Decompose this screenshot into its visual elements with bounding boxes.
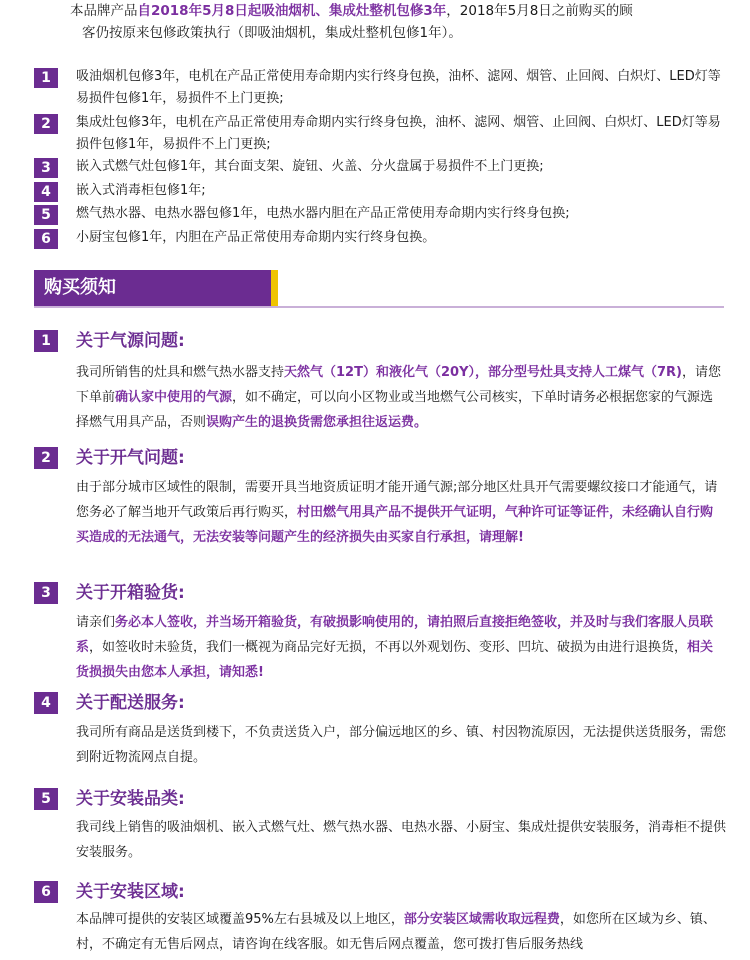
notice-number-badge: 3 xyxy=(34,582,58,604)
intro-text-a: 本品牌产品 xyxy=(70,3,138,19)
intro-highlight: 自2018年5月8日起吸油烟机、集成灶整机包修3年 xyxy=(137,3,447,19)
notice-body xyxy=(76,907,726,957)
notice-text: 我司所销售的灶具和燃气热水器支持 xyxy=(76,365,285,380)
notice-text: 我司线上销售的吸油烟机、嵌入式燃气灶、燃气热水器、电热水器、小厨宝、集成灶提供安装服务，消毒柜不提供安装服务。 xyxy=(76,820,727,860)
policy-item xyxy=(34,180,724,202)
policy-text: 小厨宝包修1年，内胆在产品正常使用寿命期内实行终身包换。 xyxy=(76,230,436,245)
notice-title: 关于开气问题: xyxy=(76,448,185,468)
section-title: 购买须知 xyxy=(44,277,116,298)
notice-highlight: 村田燃气用具产品不提供开气证明，气种许可证等证件，未经确认自行购买造成的无法通气，无法安装等问题产生的经济损失由买家自行承担，请理解! xyxy=(76,505,714,545)
notice-highlight: 务必本人签收，并当场开箱验货，有破损影响使用的，请拍照后直接拒绝签收，并及时与我们客服人员联系 xyxy=(76,615,714,655)
notice-text: ，请您下单前 xyxy=(76,365,721,405)
notice-title: 关于开箱验货: xyxy=(76,583,185,603)
intro-line-2: 客仍按原来包修政策执行（即吸油烟机，集成灶整机包修1年）。 xyxy=(82,25,462,41)
intro-line-1 xyxy=(70,0,720,22)
policy-item xyxy=(34,227,724,249)
notice-highlight: 相关货损损失由您本人承担，请知悉! xyxy=(76,640,714,680)
notice-body xyxy=(76,815,726,865)
policy-number-badge: 4 xyxy=(34,182,58,202)
notice-title: 关于安装品类: xyxy=(76,789,185,809)
policy-number-badge: 5 xyxy=(34,205,58,225)
notice-text: 请亲们 xyxy=(76,615,116,630)
notice-title: 关于安装区域: xyxy=(76,882,185,902)
notice-text: ，如您所在区域为乡、镇、村，不确定有无售后网点，请咨询在线客服。如无售后网点覆盖，您可拨打售后服务热线 xyxy=(76,912,716,952)
section-divider xyxy=(34,306,724,308)
notice-highlight: 误购产生的退换货需您承担往返运费。 xyxy=(206,415,428,430)
notice-number-badge: 6 xyxy=(34,881,58,903)
intro-notice xyxy=(70,0,720,44)
notice-text: 由于部分城市区域性的限制，需要开具当地资质证明才能开通气源;部分地区灶具开气需要螺纹接口才能通气，请您务必了解当地开气政策后再行购买， xyxy=(76,480,718,520)
notice-text: 我司所有商品是送货到楼下，不负责送货入户，部分偏远地区的乡、镇、村因物流原因，无法提供送货服务，需您到附近物流网点自提。 xyxy=(76,725,727,765)
notice-number-badge: 5 xyxy=(34,788,58,810)
notice-highlight: 部分安装区域需收取远程费 xyxy=(403,912,560,927)
policy-item xyxy=(34,66,724,110)
notice-text: ，如签收时未验货，我们一概视为商品完好无损，不再以外观划伤、变形、凹坑、破损为由进行退换货， xyxy=(89,640,688,655)
notice-highlight: 确认家中使用的气源 xyxy=(115,390,233,405)
policy-number-badge: 2 xyxy=(34,114,58,134)
notice-body xyxy=(76,720,726,770)
notice-text: ，如不确定，可以向小区物业或当地燃气公司核实，下单时请务必根据您家的气源选择燃气用具产品，否则 xyxy=(76,390,714,430)
notice-number-badge: 2 xyxy=(34,447,58,469)
section-accent-bar xyxy=(271,270,278,306)
notice-body xyxy=(76,360,726,435)
policy-text: 燃气热水器、电热水器包修1年，电热水器内胆在产品正常使用寿命期内实行终身包换; xyxy=(76,206,570,221)
notice-body xyxy=(76,475,726,550)
policy-text: 集成灶包修3年，电机在产品正常使用寿命期内实行终身包换，油杯、滤网、烟管、止回阀、白炽灯、LED灯等易损件包修1年，易损件不上门更换; xyxy=(76,115,721,152)
policy-number-badge: 6 xyxy=(34,229,58,249)
notice-title: 关于配送服务: xyxy=(76,693,185,713)
notice-number-badge: 1 xyxy=(34,330,58,352)
policy-number-badge: 3 xyxy=(34,158,58,178)
section-header xyxy=(34,270,278,306)
policy-text: 嵌入式消毒柜包修1年; xyxy=(76,183,206,198)
notice-number-badge: 4 xyxy=(34,692,58,714)
notice-title: 关于气源问题: xyxy=(76,331,185,351)
policy-item xyxy=(34,156,724,178)
policy-number-badge: 1 xyxy=(34,68,58,88)
notice-body xyxy=(76,610,726,685)
notice-highlight: 天然气（12T）和液化气（20Y），部分型号灶具支持人工煤气（7R) xyxy=(284,365,682,380)
policy-item xyxy=(34,203,724,225)
notice-text: 本品牌可提供的安装区域覆盖95%左右县城及以上地区， xyxy=(76,912,404,927)
policy-item xyxy=(34,112,724,156)
intro-text-c: ，2018年5月8日之前购买的顾 xyxy=(446,3,633,19)
policy-text: 嵌入式燃气灶包修1年，其台面支架、旋钮、火盖、分火盘属于易损件不上门更换; xyxy=(76,159,544,174)
policy-text: 吸油烟机包修3年，电机在产品正常使用寿命期内实行终身包换，油杯、滤网、烟管、止回阀、白炽灯、LED灯等易损件包修1年，易损件不上门更换; xyxy=(76,69,721,106)
